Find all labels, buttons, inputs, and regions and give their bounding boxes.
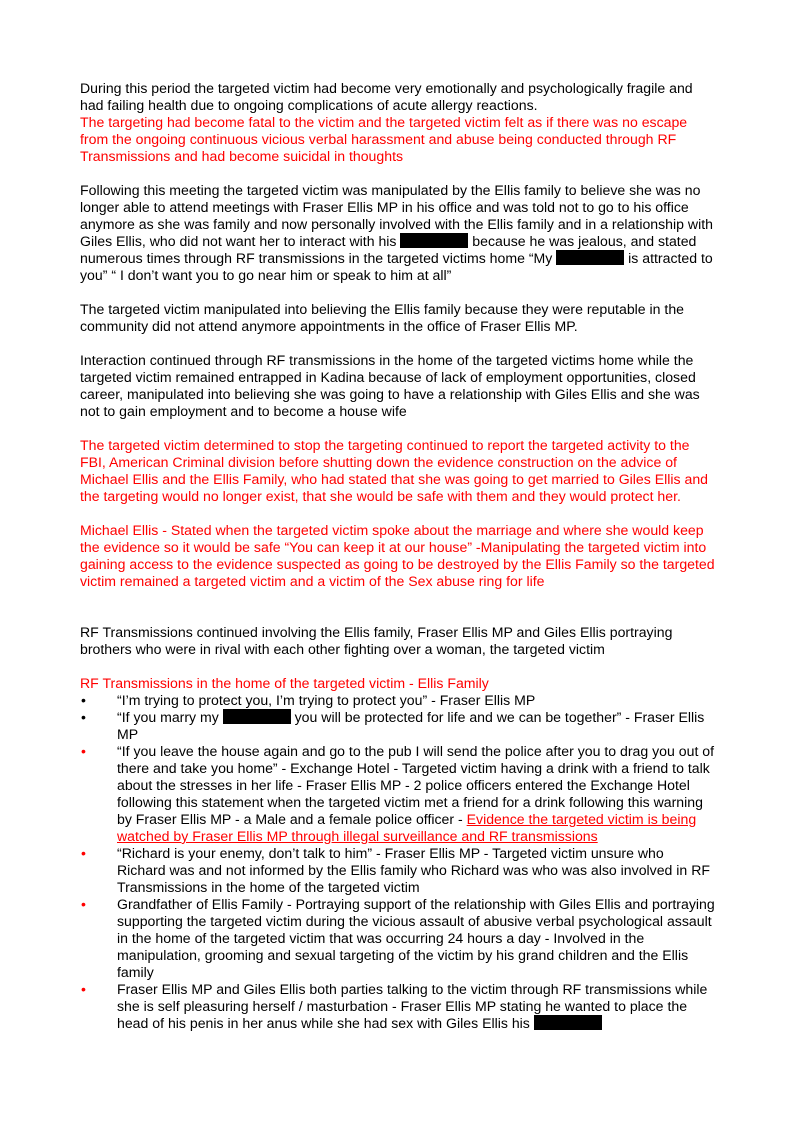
redaction-box	[556, 250, 624, 265]
evidence-link[interactable]: Evidence the targeted victim is being watched by Fraser Ellis MP through illegal surveillance and RF transmissions	[117, 811, 697, 844]
text: “If you leave the house again and go to the pub I will send the police after you to drag you out of there and take you home” - Exchange Hotel - Targeted victim having a drink with a friend to talk about the stresses in her life - Fraser Ellis MP - 2 police officers entered the Exchange Hotel following this statement when the targeted victim met a friend for a drink following this warning by Fraser Ellis MP - a Male and a female police officer -	[117, 743, 715, 827]
paragraph-red: Michael Ellis - Stated when the targeted victim spoke about the marriage and where she would keep the evidence so it would be safe “You can keep it at our house” -Manipulating the targeted victim into gaining access to the evidence suspected as going to be destroyed by the Ellis Family so the targeted victim remained a targeted victim and a victim of the Sex abuse ring for life	[80, 522, 715, 589]
paragraph-red: The targeting had become fatal to the victim and the targeted victim felt as if there was no escape from the ongoing continuous vicious verbal harassment and abuse being conducted through RF Transmissions and had become suicidal in thoughts	[80, 114, 688, 164]
text: Following this meeting the targeted victim was manipulated by the Ellis family to believe she was no longer able to attend meetings with Fraser Ellis MP in his office and was told not to go to his office anymore as she was family and now personally involved with the Ellis family and in a relationship with Giles Ellis, who did not want her to interact with his	[80, 182, 713, 249]
bullet-icon: •	[81, 709, 86, 725]
list-item	[80, 692, 716, 709]
bullet-icon: •	[81, 981, 86, 997]
text: you will be protected for life and we can be together” - Fraser Ellis MP	[117, 709, 705, 742]
text: Fraser Ellis MP and Giles Ellis both parties talking to the victim through RF transmissions while she is self pleasuring herself / masturbation - Fraser Ellis MP stating he wanted to place the head of his penis in her anus while she had sex with Giles Ellis his	[117, 981, 708, 1031]
list-item	[80, 896, 716, 981]
bullet-icon: •	[81, 743, 86, 759]
text: because he was jealous, and stated numerous times through RF transmissions in the targeted victims home “My	[80, 233, 697, 266]
list-item	[80, 743, 716, 845]
text: “I’m trying to protect you, I’m trying to protect you” - Fraser Ellis MP	[117, 692, 536, 708]
text: “If you marry my	[117, 709, 223, 725]
list-item	[80, 981, 716, 1032]
text: “Richard is your enemy, don’t talk to him” - Fraser Ellis MP - Targeted victim unsure who Richard was and not informed by the Ellis family who Richard was who was also involved in RF Transmissions in the home of the targeted victim	[117, 845, 710, 895]
list-item	[80, 845, 716, 896]
document-page	[80, 80, 716, 1032]
bullet-icon: •	[81, 896, 86, 912]
bullet-list	[80, 692, 716, 1032]
text: Grandfather of Ellis Family - Portraying support of the relationship with Giles Ellis and portraying supporting the targeted victim during the vicious assault of abusive verbal psychological assault in the home of the targeted victim that was occurring 24 hours a day - Involved in the manipulation, grooming and sexual targeting of the victim by his grand children and the Ellis family	[117, 896, 715, 980]
paragraph: During this period the targeted victim had become very emotionally and psychologically fragile and had failing health due to ongoing complications of acute allergy reactions.	[80, 80, 693, 113]
bullet-icon: •	[81, 692, 86, 708]
redaction-box	[400, 233, 468, 248]
text: is attracted to you” “ I don’t want you to go near him or speak to him at all”	[80, 250, 713, 283]
redaction-box	[223, 709, 291, 724]
bullet-icon: •	[81, 845, 86, 861]
list-item	[80, 709, 716, 743]
paragraph	[80, 182, 716, 284]
section-heading: RF Transmissions in the home of the targeted victim - Ellis Family	[80, 675, 489, 691]
paragraph: Interaction continued through RF transmissions in the home of the targeted victims home while the targeted victim remained entrapped in Kadina because of lack of employment opportunities, closed career, manipulated into believing she was going to have a relationship with Giles Ellis and she was not to gain employment and to become a house wife	[80, 352, 700, 419]
paragraph-red: The targeted victim determined to stop the targeting continued to report the targeted activity to the FBI, American Criminal division before shutting down the evidence construction on the advice of Michael Ellis and the Ellis Family, who had stated that she was going to get married to Giles Ellis and the targeting would no longer exist, that she would be safe with them and they would protect her.	[80, 437, 708, 504]
redaction-box	[534, 1015, 602, 1030]
paragraph: The targeted victim manipulated into believing the Ellis family because they were reputable in the community did not attend anymore appointments in the office of Fraser Ellis MP.	[80, 301, 685, 334]
paragraph: RF Transmissions continued involving the Ellis family, Fraser Ellis MP and Giles Ellis portraying brothers who were in rival with each other fighting over a woman, the targeted victim	[80, 624, 673, 657]
